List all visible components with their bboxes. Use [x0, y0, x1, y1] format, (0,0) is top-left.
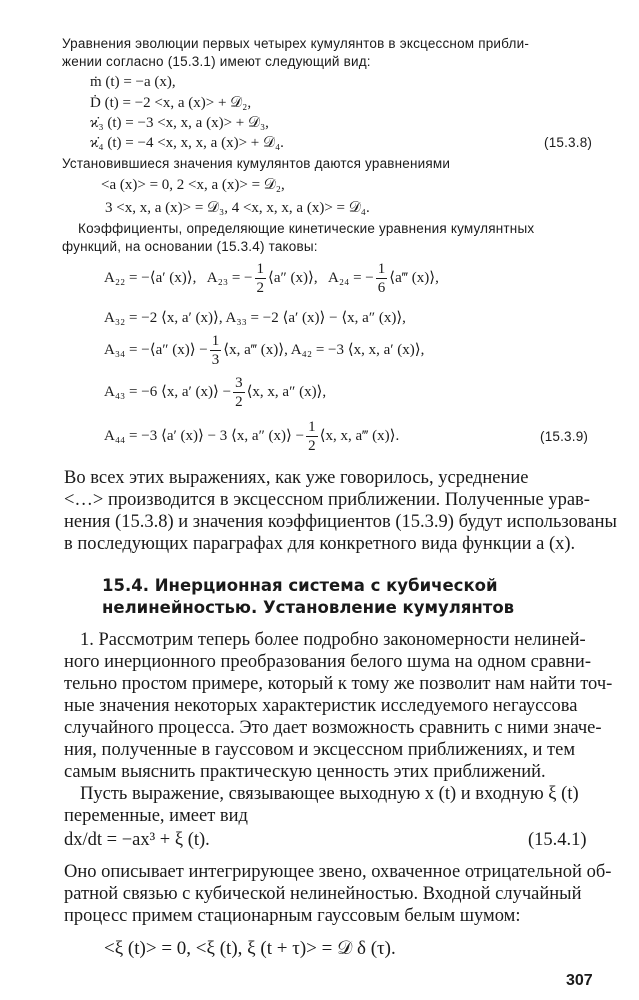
paragraph-line: процесс примем стационарным гауссовым белым шумом: [64, 906, 521, 926]
steady-equation: <a (x)> = 0, 2 <x, a (x)> = 𝒟₂, [101, 177, 285, 193]
paragraph-line: в последующих параграфах для конкретного вида функции a (x). [64, 534, 576, 554]
paragraph-line: 1. Рассмотрим теперь более подробно закономерности нелиней- [80, 630, 586, 650]
coef-row-2: A₃₂ = −2 ⟨x, a′ (x)⟩, A₃₃ = −2 ⟨a′ (x)⟩ − ⟨x, a″ (x)⟩, [104, 310, 406, 326]
coef-row-3: A₃₄ = −⟨a″ (x)⟩ − $\frac{1}{3}$ ⟨x, a‴ (x)⟩, A₄₂ = −3 ⟨x, x, a′ (x)⟩, [104, 333, 425, 369]
paragraph-line: ратной связью с кубической нелинейностью. Входной случайный [64, 884, 582, 904]
page-number: 307 [566, 972, 593, 989]
coef-intro: Коэффициенты, определяющие кинетические уравнения кумулянтных [78, 221, 535, 236]
section-title: нелинейностью. Установление кумулянтов [102, 598, 515, 617]
paragraph-line: нения (15.3.8) и значения коэффициентов (15.3.9) будут использованы [64, 512, 617, 532]
paragraph-line: <…> производится в эксцессном приближении. Полученные урав- [64, 490, 590, 510]
intro-line: Уравнения эволюции первых четырех кумулянтов в эксцессном прибли- [62, 36, 530, 51]
equation-15-4-1: dx/dt = −ax³ + ξ (t). [64, 830, 210, 850]
section-heading [102, 576, 498, 595]
equation-number: (15.3.9) [540, 429, 589, 444]
fraction: $\frac{3}{2}$ [235, 375, 243, 411]
section-title: Инерционная система с кубической [154, 576, 498, 595]
paragraph-line: ные значения некоторых характеристик исследуемого негауссова [64, 696, 578, 716]
coef-row-4: A₄₃ = −6 ⟨x, a′ (x)⟩ − $\frac{3}{2}$ ⟨x, x, a″ (x)⟩, [104, 375, 327, 411]
coef-row-1: A₂₂ = −⟨a′ (x)⟩, A₂₃ = − $\frac{1}{2}$ ⟨a″ (x)⟩, A₂₄ = − $\frac{1}{6}$ ⟨a‴ (x)⟩, [104, 261, 439, 297]
steady-intro: Установившиеся значения кумулянтов даются уравнениями [62, 156, 451, 171]
system-equation: ϰ̇₄ (t) = −4 <x, x, x, a (x)> + 𝒟₄. [90, 135, 284, 151]
coef-a24: A₂₄ = − [328, 270, 374, 286]
steady-equation: 3 <x, x, a (x)> = 𝒟₃, 4 <x, x, x, a (x)> = 𝒟₄. [105, 200, 370, 216]
paragraph-line: тельно простом примере, который к тому же позволит нам найти точ- [64, 674, 613, 694]
noise-equation: <ξ (t)> = 0, <ξ (t), ξ (t + τ)> = 𝒟 δ (τ). [104, 938, 396, 959]
paragraph-line: Во всех этих выражениях, как уже говорилось, усреднение [64, 468, 529, 488]
paragraph-line: Пусть выражение, связывающее выходную x (t) и входную ξ (t) [80, 784, 579, 804]
intro-line: жении согласно (15.3.1) имеют следующий вид: [62, 54, 371, 69]
fraction: $\frac{1}{3}$ [211, 333, 220, 369]
coef-a22: A₂₂ = −⟨a′ (x)⟩, [104, 270, 197, 286]
fraction: $\frac{1}{6}$ [377, 261, 386, 297]
paragraph-line: ного инерционного преобразования белого шума на одном сравни- [64, 652, 591, 672]
fraction: $\frac{1}{2}$ [308, 419, 316, 455]
system-equation: ϰ̇₃ (t) = −3 <x, x, a (x)> + 𝒟₃, [90, 115, 269, 131]
section-number: 15.4. [102, 576, 149, 595]
paragraph-line: ния, полученные в гауссовом и эксцессном приближениях, и тем [64, 740, 576, 760]
paragraph-line: переменные, имеет вид [64, 806, 248, 826]
coef-intro: функций, на основании (15.3.4) таковы: [62, 239, 318, 254]
paragraph-line: случайного процесса. Это дает возможность сравнить с ними значе- [64, 718, 602, 738]
equation-number: (15.3.8) [544, 135, 593, 150]
paragraph-line: Оно описывает интегрирующее звено, охваченное отрицательной об- [64, 862, 612, 882]
system-equation: ṁ (t) = −a (x), [90, 74, 176, 90]
system-equation: Ḋ (t) = −2 <x, a (x)> + 𝒟₂, [90, 95, 252, 111]
coef-row-5: A₄₄ = −3 ⟨a′ (x)⟩ − 3 ⟨x, a″ (x)⟩ − $\frac{1}{2}$ ⟨x, x, a‴ (x)⟩. [104, 419, 400, 455]
paragraph-line: самым выяснить практическую ценность этих приближений. [64, 762, 546, 782]
coef-a23: A₂₃ = − [206, 270, 253, 286]
equation-number: (15.4.1) [528, 830, 587, 850]
fraction: $\frac{1}{2}$ [256, 261, 264, 297]
